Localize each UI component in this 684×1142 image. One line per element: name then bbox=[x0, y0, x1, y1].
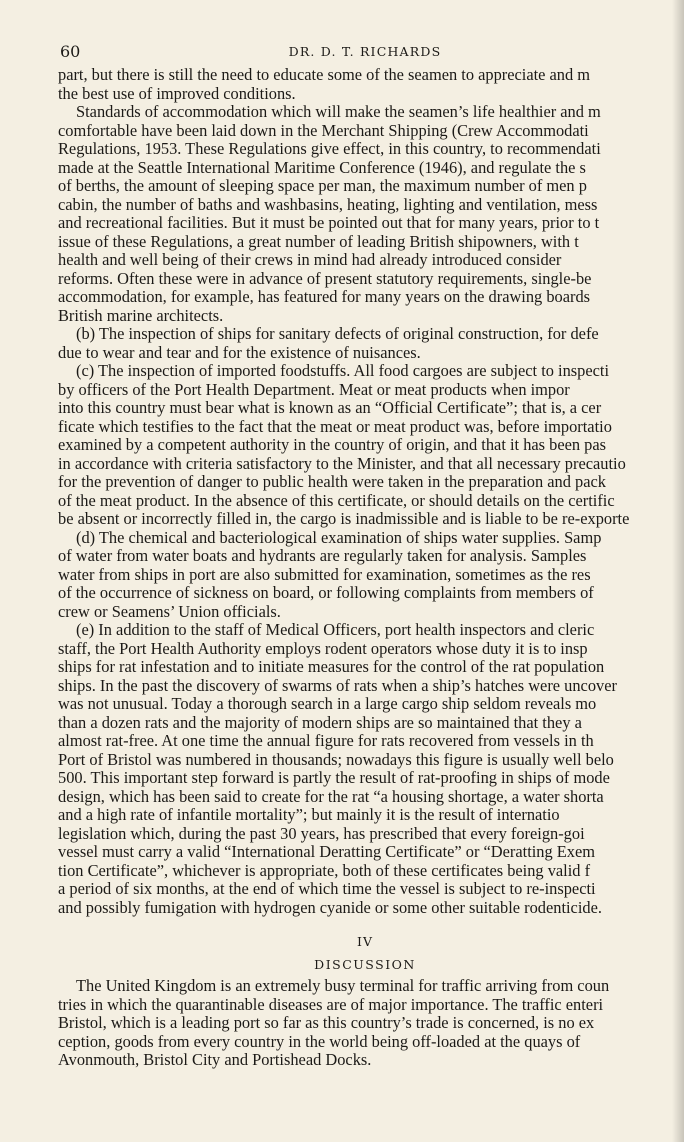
text-line: crew or Seamens’ Union officials. bbox=[58, 601, 281, 621]
text-line: water from ships in port are also submitted for examination, sometimes as the res bbox=[58, 564, 591, 584]
text-line: part, but there is still the need to educate some of the seamen to appreciate and m bbox=[58, 66, 591, 84]
text-line: reforms. Often these were in advance of present statutory requirements, single-be bbox=[58, 268, 592, 288]
text-line: made at the Seattle International Maritime Conference (1946), and regulate the s bbox=[58, 157, 586, 177]
text-line: ships for rat infestation and to initiate measures for the control of the rat population bbox=[58, 657, 605, 676]
text-line: Bristol, which is a leading port so far as this country’s trade is concerned, is no ex bbox=[58, 1013, 595, 1032]
book-page bbox=[58, 36, 672, 1070]
text-line: examined by a competent authority in the country of origin, and that it has been pas bbox=[58, 435, 607, 454]
running-head: DR. D. T. RICHARDS bbox=[288, 44, 442, 59]
text-line: tion Certificate”, whichever is appropriate, both of these certificates being valid f bbox=[58, 860, 591, 880]
text-line: issue of these Regulations, a great number of leading British shipowners, with t bbox=[58, 231, 579, 251]
text-line: tries in which the quarantinable diseases are of major importance. The traffic enteri bbox=[58, 994, 604, 1014]
text-line: The United Kingdom is an extremely busy terminal for traffic arriving from coun bbox=[76, 977, 610, 995]
discussion-text bbox=[58, 977, 672, 1070]
text-line: vessel must carry a valid “International Deratting Certificate” or “Deratting Exem bbox=[58, 842, 596, 861]
text-line: Regulations, 1953. These Regulations give effect, in this country, to recommendati bbox=[58, 139, 601, 158]
text-line: of the occurrence of sickness on board, or following complaints from members of bbox=[58, 583, 594, 602]
text-line: than a dozen rats and the majority of modern ships are so maintained that they a bbox=[58, 712, 582, 732]
text-line: ships. In the past the discovery of swarms of rats when a ship’s hatches were uncover bbox=[58, 675, 617, 695]
text-line: by officers of the Port Health Department. Meat or meat products when impor bbox=[58, 379, 570, 399]
text-line: be absent or incorrectly filled in, the cargo is inadmissible and is liable to be re-exporte bbox=[58, 509, 630, 528]
text-line: and recreational facilities. But it must be pointed out that for many years, prior to t bbox=[58, 213, 600, 232]
text-line: Standards of accommodation which will make the seamen’s life healthier and m bbox=[76, 102, 601, 121]
text-line: for the prevention of danger to public health were taken in the preparation and pack bbox=[58, 472, 606, 491]
text-line: ception, goods from every country in the world being off-loaded at the quays of bbox=[58, 1031, 581, 1051]
page-number: 60 bbox=[60, 42, 81, 61]
section-title: DISCUSSION bbox=[314, 957, 416, 972]
text-line: 500. This important step forward is partly the result of rat-proofing in ships of mode bbox=[58, 768, 610, 787]
body-text bbox=[58, 66, 672, 917]
text-line: into this country must bear what is known as an “Official Certificate”; that is, a cer bbox=[58, 398, 602, 417]
text-line: staff, the Port Health Authority employs rodent operators whose duty it is to insp bbox=[58, 638, 588, 658]
page-edge-shadow bbox=[672, 0, 684, 1142]
text-line: due to wear and tear and for the existence of nuisances. bbox=[58, 342, 421, 362]
text-line: almost rat-free. At one time the annual figure for rats recovered from vessels in th bbox=[58, 731, 594, 750]
text-line: of the meat product. In the absence of this certificate, or should details on the certific bbox=[58, 490, 615, 510]
page-header bbox=[58, 36, 672, 66]
text-line: in accordance with criteria satisfactory to the Minister, and that all necessary precautio bbox=[58, 453, 626, 473]
text-line: of water from water boats and hydrants are regularly taken for analysis. Samples bbox=[58, 546, 587, 565]
text-line: ficate which testifies to the fact that the meat or meat product was, before importatio bbox=[58, 416, 612, 436]
text-line: the best use of improved conditions. bbox=[58, 83, 296, 103]
text-line: health and well being of their crews in mind had already introduced consider bbox=[58, 250, 562, 269]
section-number: IV bbox=[357, 934, 373, 949]
text-line: legislation which, during the past 30 years, has prescribed that every foreign-goi bbox=[58, 823, 585, 843]
text-line: (e) In addition to the staff of Medical Officers, port health inspectors and cleric bbox=[76, 620, 595, 639]
text-line: of berths, the amount of sleeping space per man, the maximum number of men p bbox=[58, 176, 587, 195]
text-line: cabin, the number of baths and washbasins, heating, lighting and ventilation, mess bbox=[58, 194, 598, 214]
text-line: Avonmouth, Bristol City and Portishead Docks. bbox=[58, 1050, 372, 1069]
text-line: was not unusual. Today a thorough search in a large cargo ship seldom reveals mo bbox=[58, 694, 597, 713]
text-line: (d) The chemical and bacteriological examination of ships water supplies. Samp bbox=[76, 527, 602, 547]
text-line: accommodation, for example, has featured for many years on the drawing boards bbox=[58, 287, 591, 306]
text-line: British marine architects. bbox=[58, 305, 224, 325]
text-line: (b) The inspection of ships for sanitary defects of original construction, for defe bbox=[76, 324, 599, 343]
text-line: Port of Bristol was numbered in thousands; nowadays this figure is usually well belo bbox=[58, 749, 614, 769]
text-line: and a high rate of infantile mortality”; but mainly it is the result of internatio bbox=[58, 805, 560, 824]
text-line: (c) The inspection of imported foodstuffs. All food cargoes are subject to inspecti bbox=[76, 361, 610, 380]
text-line: comfortable have been laid down in the Merchant Shipping (Crew Accommodati bbox=[58, 120, 589, 140]
text-line: a period of six months, at the end of which time the vessel is subject to re-inspecti bbox=[58, 879, 596, 898]
text-line: and possibly fumigation with hydrogen cyanide or some other suitable rodenticide. bbox=[58, 897, 602, 917]
text-line: design, which has been said to create for the rat “a housing shortage, a water shorta bbox=[58, 786, 604, 806]
